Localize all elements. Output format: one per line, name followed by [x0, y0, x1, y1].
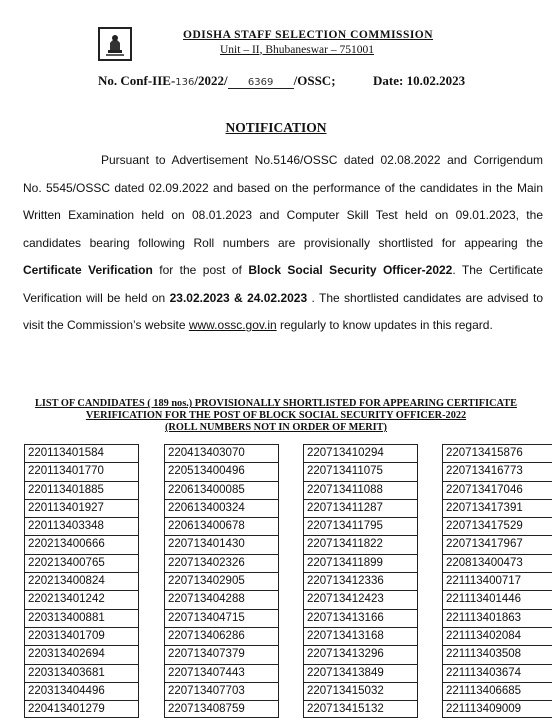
roll-number-cell: 220113401885: [24, 481, 139, 499]
roll-number-cell: 220313403681: [24, 664, 139, 682]
roll-number-cell: 220713415032: [303, 682, 418, 700]
body-text: visit the Commission’s website: [23, 318, 189, 332]
cv-bold: Certificate Verification: [23, 263, 153, 277]
body-text: regularly to know updates in this regard.: [276, 318, 493, 332]
body-text: Verification will be held on: [23, 290, 170, 305]
roll-number-cell: 220713411088: [303, 481, 418, 499]
roll-number-cell: 220713411075: [303, 462, 418, 480]
list-heading-line-2: VERIFICATION FOR THE POST OF BLOCK SOCIAL SECURITY OFFICER-2022: [85, 410, 467, 421]
roll-number-cell: 220513400496: [164, 462, 279, 480]
roll-number-cell: 220613400324: [164, 499, 279, 517]
roll-number-cell: 220113401770: [24, 462, 139, 480]
roll-number-cell: 221113401863: [442, 609, 552, 627]
ref-handwritten-serial: 6369: [228, 77, 294, 89]
roll-number-cell: 220713406286: [164, 627, 279, 645]
notification-title: NOTIFICATION: [225, 120, 327, 135]
body-text: . The Certificate: [452, 263, 544, 277]
roll-number-cell: 220713407703: [164, 682, 279, 700]
roll-number-cell: 221113401446: [442, 590, 552, 608]
roll-number-cell: 220713411287: [303, 499, 418, 517]
roll-number-cell: 220713417967: [442, 535, 552, 553]
ref-year: /2022/: [194, 73, 228, 88]
roll-number-cell: 220713413168: [303, 627, 418, 645]
roll-number-cell: 220713413296: [303, 645, 418, 663]
notification-body: [23, 147, 543, 340]
roll-number-cell: 220213400824: [24, 572, 139, 590]
roll-number-cell: 221113409009: [442, 700, 552, 718]
roll-number-cell: 220213400666: [24, 535, 139, 553]
roll-number-cell: 220713411822: [303, 535, 418, 553]
roll-number-cell: 220713401430: [164, 535, 279, 553]
roll-column-1: [24, 444, 139, 718]
roll-number-cell: 220713415132: [303, 700, 418, 718]
roll-number-cell: 220213400765: [24, 554, 139, 572]
roll-number-cell: 220213401242: [24, 590, 139, 608]
body-line-1: Pursuant to Advertisement No.5146/OSSC dated 02.08.2022 and Corrigendum: [101, 153, 543, 167]
roll-number-cell: 220713404715: [164, 609, 279, 627]
roll-number-cell: 221113406685: [442, 682, 552, 700]
roll-number-cell: 220713417529: [442, 517, 552, 535]
body-line-5: [23, 257, 543, 285]
ref-handwritten-number: 136: [175, 77, 195, 88]
org-name: ODISHA STAFF SELECTION COMMISSION: [183, 29, 434, 41]
roll-number-cell: 220313402694: [24, 645, 139, 663]
roll-number-cell: 220713415876: [442, 444, 552, 462]
candidate-list-heading: [0, 398, 552, 434]
roll-number-cell: 220713412336: [303, 572, 418, 590]
org-address: Unit – II, Bhubaneswar – 751001: [220, 43, 374, 56]
body-text: for the post of: [152, 263, 249, 277]
roll-number-cell: 220713416773: [442, 462, 552, 480]
roll-number-cell: 221113400717: [442, 572, 552, 590]
roll-number-cell: 220713417046: [442, 481, 552, 499]
roll-number-cell: 220113401927: [24, 499, 139, 517]
notification-date: Date: 10.02.2023: [373, 73, 466, 88]
roll-number-cell: 220713412423: [303, 590, 418, 608]
roll-number-cell: 220713404288: [164, 590, 279, 608]
roll-number-cell: 220713411899: [303, 554, 418, 572]
body-line-2: No. 5545/OSSC dated 02.09.2022 and based on the performance of the candidates in the Main: [23, 180, 543, 195]
roll-number-cell: 220313401709: [24, 627, 139, 645]
roll-number-cell: 220413403070: [164, 444, 279, 462]
roll-number-cell: 220713407379: [164, 645, 279, 663]
roll-number-cell: 220713413849: [303, 664, 418, 682]
roll-number-cell: 220713407443: [164, 664, 279, 682]
roll-number-cell: 221113403674: [442, 664, 552, 682]
website-link[interactable]: www.ossc.gov.in: [188, 318, 277, 332]
organization-header: [183, 29, 434, 56]
roll-number-cell: 220313400881: [24, 609, 139, 627]
roll-number-cell: 220613400678: [164, 517, 279, 535]
roll-number-cell: 221113403508: [442, 645, 552, 663]
list-heading-line-1: LIST OF CANDIDATES ( 189 nos.) PROVISIONALLY SHORTLISTED FOR APPEARING CERTIFICATE: [35, 398, 517, 409]
roll-number-cell: 220413401279: [24, 700, 139, 718]
body-line-7: [23, 312, 543, 340]
body-line-6: [23, 285, 543, 313]
ref-suffix: /OSSC;: [293, 73, 336, 88]
list-heading-line-3: (ROLL NUMBERS NOT IN ORDER OF MERIT): [165, 422, 387, 433]
roll-column-2: [164, 444, 279, 718]
post-name: Block Social Security Officer-2022: [248, 263, 453, 277]
roll-number-cell: 220713417391: [442, 499, 552, 517]
roll-number-cell: 220113403348: [24, 517, 139, 535]
ref-prefix: No. Conf-IIE-: [98, 73, 176, 88]
body-line-4: candidates bearing following Roll numbers are provisionally shortlisted for appearing the: [23, 235, 543, 250]
roll-number-cell: 220713402326: [164, 554, 279, 572]
verification-dates: 23.02.2023 & 24.02.2023: [169, 290, 308, 305]
roll-number-cell: 220713408759: [164, 700, 279, 718]
body-line-3: Written Examination held on 08.01.2023 and Computer Skill Test held on 09.01.2023, the: [23, 208, 543, 222]
reference-number: [98, 73, 336, 89]
body-text: . The shortlisted candidates are advised to: [307, 290, 543, 305]
roll-number-cell: 220113401584: [24, 444, 139, 462]
roll-number-cell: 220813400473: [442, 554, 552, 572]
roll-number-cell: 220713402905: [164, 572, 279, 590]
roll-column-4: [442, 444, 552, 718]
roll-number-cell: 220313404496: [24, 682, 139, 700]
odisha-emblem-icon: [98, 27, 132, 61]
roll-column-3: [303, 444, 418, 718]
roll-number-cell: 221113402084: [442, 627, 552, 645]
roll-number-cell: 220713413166: [303, 609, 418, 627]
roll-number-cell: 220613400085: [164, 481, 279, 499]
roll-number-cell: 220713411795: [303, 517, 418, 535]
roll-number-cell: 220713410294: [303, 444, 418, 462]
